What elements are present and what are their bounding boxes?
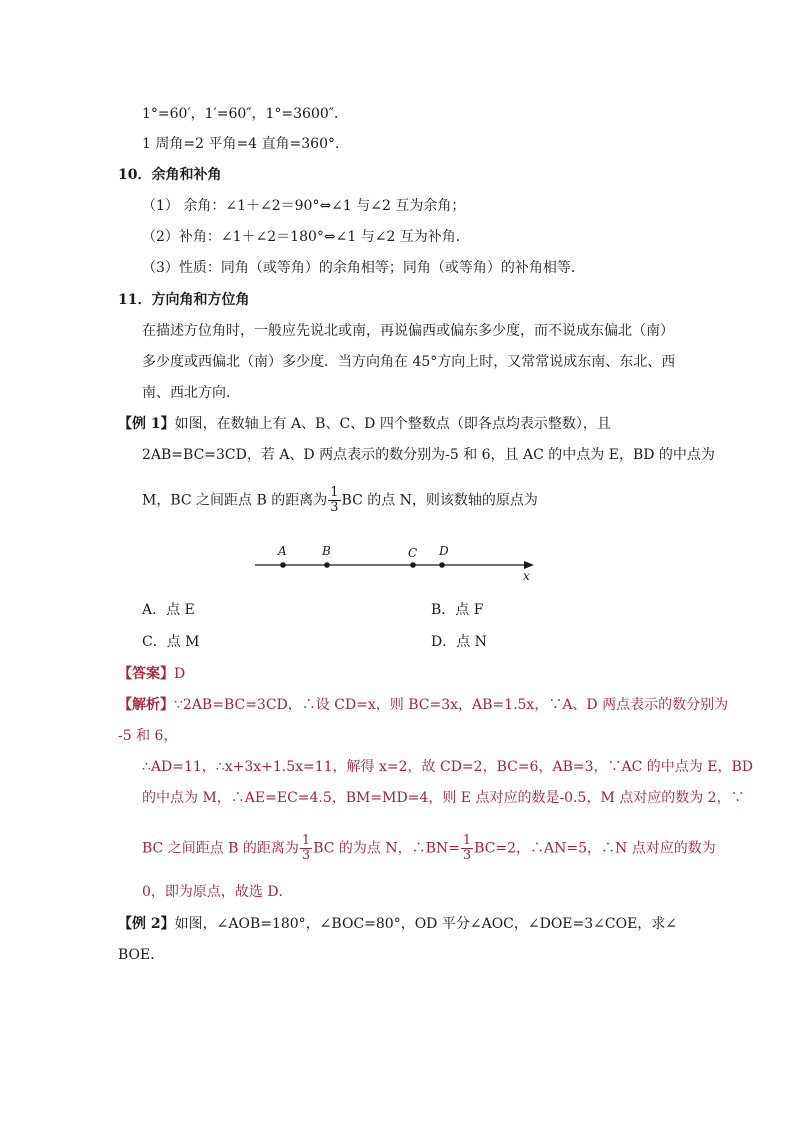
point-d-dot [439,562,445,568]
point-b-dot [324,562,330,568]
fraction-one-third: $\frac{1}{3}$ [462,833,472,863]
example-1-question-line-3: M，BC 之间距点 B 的距离为 $\frac{1}{3}$ BC 的点 N，则该数轴的原点为 [142,485,538,515]
example-2-tag: 【例 2】 [118,916,175,932]
section-11-title: 11．方向角和方位角 [118,292,250,308]
supplementary-angle-definition: （2）补角：∠1＋∠2＝180°⇔∠1 与∠2 互为补角． [142,229,470,245]
axis-x-label: x [523,569,530,583]
example-2-question-line-2: BOE． [118,947,165,963]
unit-conversion-angles: 1 周角=2 平角=4 直角=360°． [142,136,349,152]
example-2-question-line-1: 【例 2】如图，∠AOB=180°，∠BOC=80°，OD 平分∠AOC，∠DOE=3∠COE，求∠ [118,916,678,932]
bearing-paragraph-line-2: 多少度或西偏北（南）多少度．当方向角在 45°方向上时，又常常说成东南、东北、西 [142,354,676,370]
answer-value: D [174,666,186,682]
point-b-label: B [322,544,331,558]
bearing-paragraph-line-3: 南、西北方向． [142,385,240,401]
option-d[interactable]: D．点 N [431,634,487,650]
option-a[interactable]: A．点 E [142,602,195,618]
fraction-one-third: $\frac{1}{3}$ [301,833,311,863]
point-a-dot [280,562,286,568]
answer-line [118,664,185,684]
angle-property: （3）性质：同角（或等角）的余角相等；同角（或等角）的补角相等． [142,260,585,276]
analysis-line-1: 【解析】∵2AB=BC=3CD，∴设 CD=x，则 BC=3x，AB=1.5x，∵A、D 两点表示的数分别为 [118,697,729,713]
option-c[interactable]: C．点 M [142,634,200,650]
point-a-label: A [278,544,287,558]
section-10-title: 10．余角和补角 [118,167,222,183]
analysis-line-3: ∴AD=11，∴x+3x+1.5x=11，解得 x=2，故 CD=2，BC=6，AB=3，∵AC 的中点为 E，BD [142,759,753,775]
analysis-line-4: 的中点为 M，∴AE=EC=4.5，BM=MD=4，则 E 点对应的数是-0.5，M 点对应的数为 2，∵ [142,790,745,806]
point-c-dot [410,562,416,568]
example-1-tag: 【例 1】 [118,416,175,432]
complementary-angle-definition: （1） 余角：∠1＋∠2＝90°⇔∠1 与∠2 互为余角； [142,198,466,214]
fraction-one-third: $\frac{1}{3}$ [330,485,339,515]
point-d-label: D [439,544,449,558]
number-line-arrow [524,561,534,569]
option-b[interactable]: B．点 F [431,602,484,618]
analysis-line-5: BC 之间距点 B 的距离为 $\frac{1}{3}$ BC 的为点 N，∴BN= $\frac{1}{3}$ BC=2，∴AN=5，∴N 点对应的数为 [142,833,716,863]
example-1-question-line-2: 2AB=BC=3CD，若 A、D 两点表示的数分别为-5 和 6，且 AC 的中点为 E，BD 的中点为 [142,447,715,463]
analysis-line-2: -5 和 6， [118,728,178,744]
number-line-figure [250,540,540,584]
analysis-line-6: 0，即为原点，故选 D． [142,884,293,900]
analysis-tag: 【解析】 [118,697,174,713]
point-c-label: C [408,546,418,560]
bearing-paragraph-line-1: 在描述方位角时，一般应先说北或南，再说偏西或偏东多少度，而不说成东偏北（南） [142,323,674,339]
example-1-question-line-1: 【例 1】如图，在数轴上有 A、B、C、D 四个整数点（即各点均表示整数），且 [118,416,611,432]
unit-conversion-minutes: 1°=60′，1′=60″，1°=3600″． [142,106,348,122]
answer-tag: 【答案】 [118,666,174,682]
